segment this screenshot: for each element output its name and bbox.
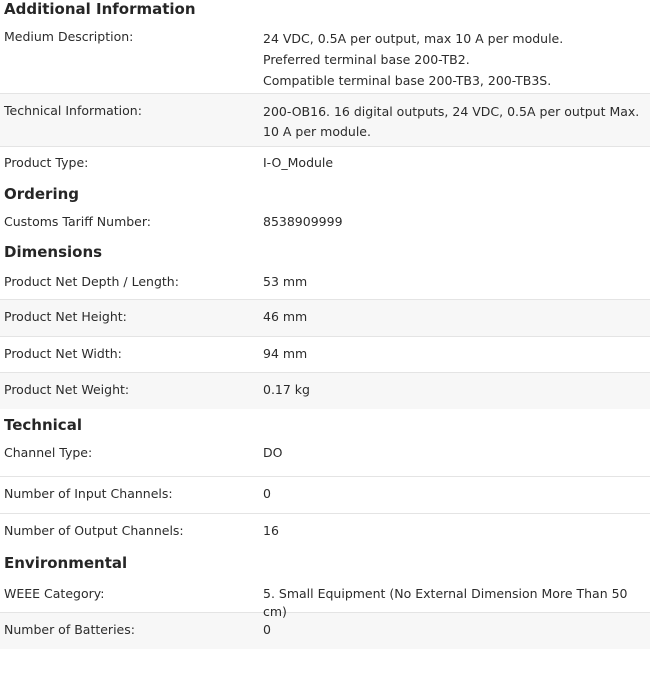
section-title-technical: Technical <box>4 416 82 434</box>
detail-row-product-type <box>0 147 650 183</box>
detail-row-net-weight <box>0 373 650 409</box>
detail-label: Product Net Width: <box>4 346 122 361</box>
detail-value: 46 mm <box>263 309 308 324</box>
detail-value <box>263 102 650 142</box>
detail-label: WEEE Category: <box>4 586 105 601</box>
detail-row-medium-description <box>0 18 650 94</box>
detail-label: Product Net Depth / Length: <box>4 274 179 289</box>
detail-value-line: 24 VDC, 0.5A per output, max 10 A per module. <box>263 31 564 46</box>
detail-row-weee-category <box>0 575 650 619</box>
detail-row-customs-tariff-number <box>0 205 650 241</box>
detail-value: 8538909999 <box>263 214 343 229</box>
section-title-additional-information: Additional Information <box>4 0 196 18</box>
detail-label: Product Net Weight: <box>4 382 130 397</box>
detail-value-line: 200-OB16. 16 digital outputs, 24 VDC, 0.5A per output Max. <box>263 104 640 119</box>
detail-value-line: Preferred terminal base 200-TB2. <box>263 52 470 67</box>
detail-value-line: Compatible terminal base 200-TB3, 200-TB3S. <box>263 73 552 88</box>
section-title-environmental: Environmental <box>4 554 128 572</box>
detail-row-net-width <box>0 337 650 373</box>
detail-label: Number of Input Channels: <box>4 486 173 501</box>
detail-value: 53 mm <box>263 274 308 289</box>
detail-row-net-depth <box>0 263 650 300</box>
detail-label: Customs Tariff Number: <box>4 214 152 229</box>
detail-row-net-height <box>0 300 650 337</box>
detail-value: 0 <box>263 622 271 637</box>
detail-label: Technical Information: <box>4 103 142 118</box>
detail-label: Number of Output Channels: <box>4 523 184 538</box>
detail-row-technical-information <box>0 94 650 147</box>
detail-label: Product Type: <box>4 155 89 170</box>
detail-row-channel-type <box>0 441 650 477</box>
detail-row-input-channels <box>0 477 650 514</box>
detail-value: 94 mm <box>263 346 308 361</box>
detail-label: Channel Type: <box>4 445 93 460</box>
detail-label: Medium Description: <box>4 29 134 44</box>
detail-label: Number of Batteries: <box>4 622 135 637</box>
detail-value: DO <box>263 445 283 460</box>
detail-label: Product Net Height: <box>4 309 127 324</box>
detail-value: 0.17 kg <box>263 382 310 397</box>
detail-value: 5. Small Equipment (No External Dimension More Than 50 cm) <box>263 586 628 619</box>
detail-value: 16 <box>263 523 279 538</box>
section-title-dimensions: Dimensions <box>4 243 103 261</box>
detail-value: I-O_Module <box>263 155 334 170</box>
detail-value-line: 10 A per module. <box>263 124 371 139</box>
detail-value <box>263 28 650 91</box>
detail-row-output-channels <box>0 514 650 551</box>
detail-value: 0 <box>263 486 271 501</box>
section-title-ordering: Ordering <box>4 185 80 203</box>
